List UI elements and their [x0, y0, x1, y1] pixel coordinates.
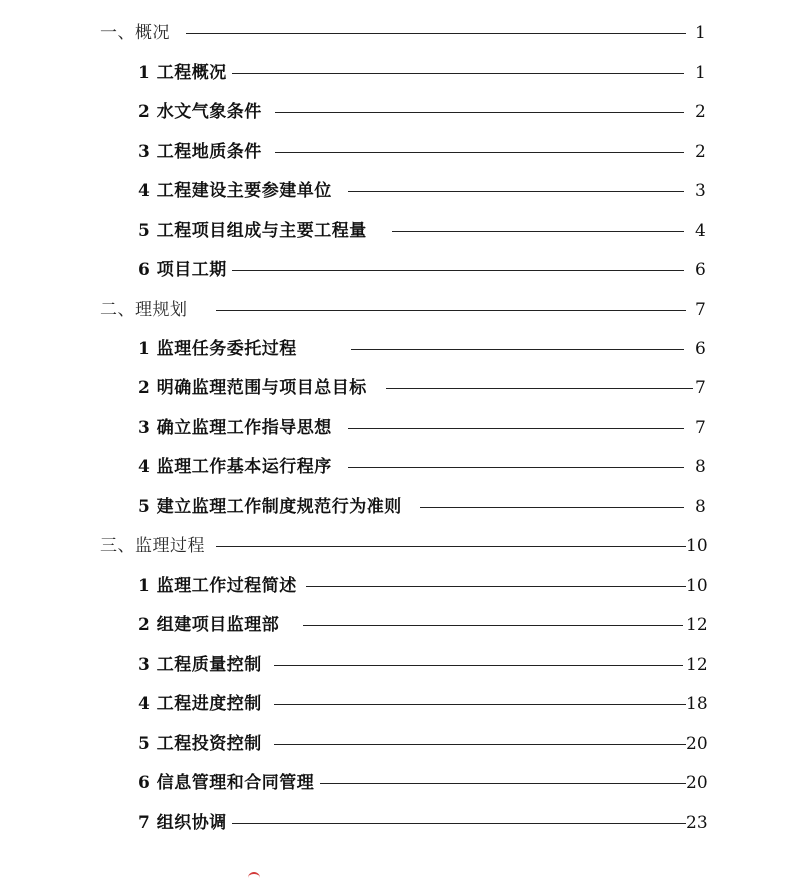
toc-entry[interactable]	[0, 139, 795, 165]
toc-entry[interactable]	[0, 454, 795, 480]
toc-page-number: 7	[695, 418, 706, 438]
toc-section-1[interactable]	[0, 20, 795, 46]
toc-page-number: 12	[686, 655, 708, 675]
toc-entry-title: 6 信息管理和合同管理	[138, 773, 315, 793]
toc-leader-line	[216, 546, 686, 547]
toc-page-number: 6	[695, 339, 706, 359]
toc-entry[interactable]	[0, 375, 795, 401]
toc-entry[interactable]	[0, 336, 795, 362]
toc-leader-line	[232, 73, 684, 74]
toc-section-title: 三、监理过程	[100, 536, 205, 556]
toc-page-number: 8	[695, 497, 706, 517]
toc-entry-title: 2 组建项目监理部	[138, 615, 280, 635]
toc-section-title: 二、理规划	[100, 300, 188, 320]
toc-page-number: 12	[686, 615, 708, 635]
toc-entry[interactable]	[0, 731, 795, 757]
toc-leader-line	[232, 270, 684, 271]
toc-entry-title: 7 组织协调	[138, 813, 227, 833]
toc-entry[interactable]	[0, 691, 795, 717]
toc-section-2[interactable]	[0, 297, 795, 323]
toc-section-title: 一、概况	[100, 23, 170, 43]
toc-page-number: 20	[686, 734, 708, 754]
toc-page-number: 6	[695, 260, 706, 280]
toc-entry[interactable]	[0, 60, 795, 86]
toc-leader-line	[275, 152, 684, 153]
toc-entry[interactable]	[0, 415, 795, 441]
toc-entry-title: 4 工程建设主要参建单位	[138, 181, 332, 201]
toc-leader-line	[348, 428, 684, 429]
toc-page-number: 2	[695, 142, 706, 162]
toc-page-number: 8	[695, 457, 706, 477]
toc-entry-title: 5 工程项目组成与主要工程量	[138, 221, 367, 241]
toc-entry[interactable]	[0, 218, 795, 244]
toc-page-number: 7	[695, 300, 706, 320]
red-stamp-edge-icon	[248, 872, 260, 882]
toc-entry[interactable]	[0, 573, 795, 599]
toc-page-number: 1	[695, 23, 706, 43]
toc-entry[interactable]	[0, 810, 795, 836]
toc-page-number: 20	[686, 773, 708, 793]
toc-page-number: 10	[686, 536, 708, 556]
toc-leader-line	[275, 112, 684, 113]
toc-entry-title: 3 确立监理工作指导思想	[138, 418, 332, 438]
toc-leader-line	[274, 665, 683, 666]
toc-leader-line	[348, 467, 684, 468]
toc-leader-line	[274, 744, 686, 745]
toc-page-number: 7	[695, 378, 706, 398]
toc-entry-title: 5 工程投资控制	[138, 734, 262, 754]
toc-entry[interactable]	[0, 178, 795, 204]
toc-leader-line	[348, 191, 684, 192]
toc-entry[interactable]	[0, 770, 795, 796]
toc-entry-title: 2 明确监理范围与项目总目标	[138, 378, 367, 398]
toc-entry-title: 1 监理工作过程简述	[138, 576, 297, 596]
toc-page-number: 1	[695, 63, 706, 83]
toc-entry-title: 4 监理工作基本运行程序	[138, 457, 332, 477]
toc-entry-title: 2 水文气象条件	[138, 102, 262, 122]
toc-entry-title: 5 建立监理工作制度规范行为准则	[138, 497, 402, 517]
toc-entry[interactable]	[0, 99, 795, 125]
toc-leader-line	[306, 586, 686, 587]
toc-leader-line	[386, 388, 693, 389]
toc-page-number: 4	[695, 221, 706, 241]
toc-entry-title: 3 工程质量控制	[138, 655, 262, 675]
toc-leader-line	[320, 783, 686, 784]
toc-entry-title: 1 监理任务委托过程	[138, 339, 297, 359]
toc-entry-title: 1 工程概况	[138, 63, 227, 83]
toc-leader-line	[274, 704, 686, 705]
toc-entry-title: 6 项目工期	[138, 260, 227, 280]
toc-entry[interactable]	[0, 494, 795, 520]
toc-entry[interactable]	[0, 652, 795, 678]
toc-entry[interactable]	[0, 612, 795, 638]
toc-leader-line	[232, 823, 686, 824]
toc-page-number: 3	[695, 181, 706, 201]
toc-section-3[interactable]	[0, 533, 795, 559]
toc-leader-line	[303, 625, 683, 626]
toc-leader-line	[351, 349, 684, 350]
toc-entry-title: 3 工程地质条件	[138, 142, 262, 162]
toc-leader-line	[186, 33, 686, 34]
toc-page-number: 23	[686, 813, 708, 833]
toc-leader-line	[420, 507, 684, 508]
toc-leader-line	[392, 231, 684, 232]
toc-page-number: 2	[695, 102, 706, 122]
toc-page-number: 18	[686, 694, 708, 714]
toc-entry[interactable]	[0, 257, 795, 283]
toc-entry-title: 4 工程进度控制	[138, 694, 262, 714]
toc-page-number: 10	[686, 576, 708, 596]
toc-leader-line	[216, 310, 686, 311]
